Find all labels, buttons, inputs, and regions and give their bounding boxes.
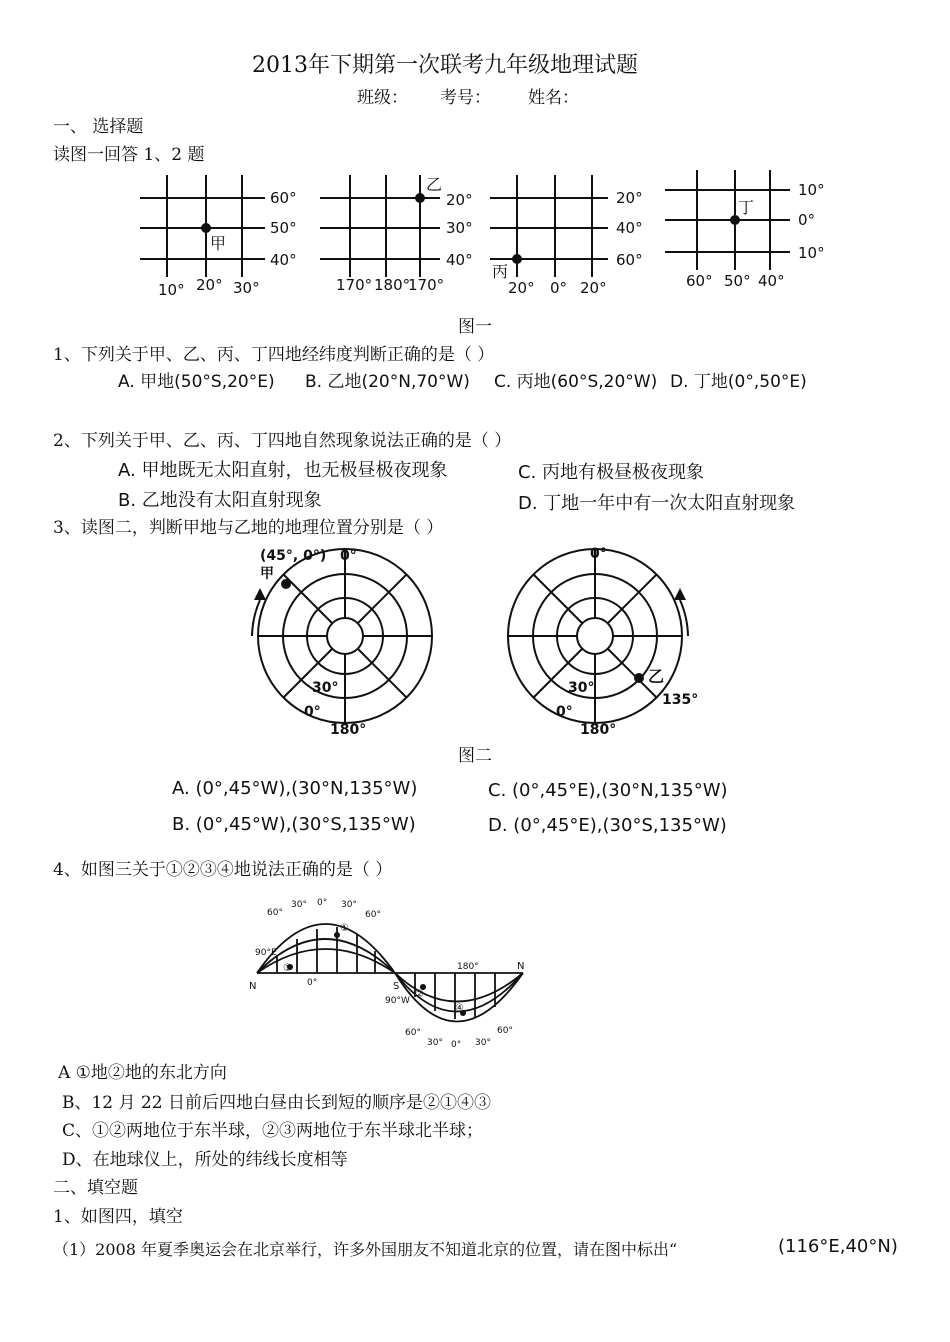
f1p3-lon-3: 20° bbox=[580, 279, 607, 297]
q2-stem: 2、下列关于甲、乙、丙、丁四地自然现象说法正确的是（ ） bbox=[53, 431, 512, 451]
f3-bottom-1: 60° bbox=[405, 1028, 421, 1038]
f3-top-3: 0° bbox=[317, 898, 328, 908]
figure1 bbox=[130, 165, 840, 300]
q1-option-b: B. 乙地(20°N,70°W) bbox=[305, 372, 470, 392]
f1p3-point: 丙 bbox=[492, 262, 509, 281]
f1p3-lat-1: 20° bbox=[616, 189, 643, 207]
f2-right-ring: 30° bbox=[568, 680, 595, 696]
f2-left-point: 甲 bbox=[260, 566, 274, 582]
f1p2-lat-1: 20° bbox=[446, 191, 473, 209]
figure2 bbox=[230, 540, 710, 740]
f1p4-lon-1: 60° bbox=[686, 272, 713, 290]
q3-option-c: C. (0°,45°E),(30°N,135°W) bbox=[488, 780, 728, 801]
q2-option-c: C. 丙地有极昼极夜现象 bbox=[518, 462, 705, 483]
f1p4-lon-2: 50° bbox=[724, 272, 751, 290]
q3-option-a: A. (0°,45°W),(30°N,135°W) bbox=[172, 778, 418, 799]
f2-right-lon: 135° bbox=[662, 692, 699, 708]
f3-n-left: N bbox=[249, 981, 257, 992]
f2-left-ring: 30° bbox=[312, 680, 339, 696]
q2-option-b: B. 乙地没有太阳直射现象 bbox=[118, 490, 322, 511]
f1p1-lon-1: 10° bbox=[158, 281, 185, 299]
f1p4-lat-1: 10° bbox=[798, 181, 825, 199]
exam-no-label: 考号： bbox=[440, 88, 491, 108]
section1-heading: 一、 选择题 bbox=[53, 117, 144, 137]
f1p1-lon-2: 20° bbox=[196, 276, 223, 294]
f2-left-inner: 0° bbox=[304, 704, 321, 720]
f3-s-mid: S bbox=[393, 981, 400, 992]
section2-q1-1: （1）2008 年夏季奥运会在北京举行，许多外国朋友不知道北京的位置，请在图中标出“ bbox=[53, 1240, 678, 1259]
f3-point-2: ② bbox=[415, 989, 424, 1000]
q3-stem: 3、读图二，判断甲地与乙地的地理位置分别是（ ） bbox=[53, 518, 444, 538]
f1p1-point: 甲 bbox=[210, 234, 227, 253]
f1p2-lat-2: 30° bbox=[446, 219, 473, 237]
f2-right-point: 乙 bbox=[648, 667, 665, 686]
section2-heading: 二、填空题 bbox=[53, 1178, 138, 1198]
q1-option-d: D. 丁地(0°,50°E) bbox=[670, 372, 807, 392]
q2-option-d: D. 丁地一年中有一次太阳直射现象 bbox=[518, 493, 796, 514]
f3-right-top-label: 180° bbox=[457, 962, 479, 972]
f1p2-point: 乙 bbox=[426, 175, 443, 194]
figure2-caption: 图二 bbox=[458, 746, 492, 766]
f3-left-label: 90°E bbox=[255, 948, 277, 958]
f3-n-right: N bbox=[517, 961, 525, 972]
f3-top-1: 60° bbox=[267, 908, 283, 918]
f2-right-inner: 0° bbox=[556, 704, 573, 720]
f1p2-lon-3: 170° bbox=[408, 276, 445, 294]
f1p1-lat-2: 50° bbox=[270, 219, 297, 237]
f3-bottom-4: 30° bbox=[475, 1038, 491, 1048]
f1p3-lat-2: 40° bbox=[616, 219, 643, 237]
f2-right-bottom: 180° bbox=[580, 722, 617, 738]
f1p2-lon-1: 170° bbox=[336, 276, 373, 294]
figure1-caption: 图一 bbox=[458, 317, 492, 337]
q2-option-a: A. 甲地既无太阳直射，也无极昼极夜现象 bbox=[118, 460, 448, 481]
f1p4-point: 丁 bbox=[738, 198, 755, 217]
class-label: 班级： bbox=[357, 88, 408, 108]
section1-intro: 读图一回答 1、2 题 bbox=[53, 145, 205, 165]
f1p2-lat-3: 40° bbox=[446, 251, 473, 269]
f1p2-lon-2: 180° bbox=[374, 276, 411, 294]
f2-left-bottom: 180° bbox=[330, 722, 367, 738]
f3-zero-label: 0° bbox=[307, 978, 318, 988]
f3-mid-label: 90°W bbox=[385, 996, 410, 1006]
q4-option-d: D、在地球仪上，所处的纬线长度相等 bbox=[62, 1150, 348, 1170]
q4-option-b: B、12 月 22 日前后四地白昼由长到短的顺序是②①④③ bbox=[62, 1093, 491, 1113]
f2-left-coord: (45°, 0°) bbox=[260, 548, 327, 564]
f1p3-lat-3: 60° bbox=[616, 251, 643, 269]
f3-bottom-3: 0° bbox=[451, 1040, 462, 1050]
f3-top-5: 60° bbox=[365, 910, 381, 920]
name-label: 姓名： bbox=[528, 88, 579, 108]
f3-bottom-2: 30° bbox=[427, 1038, 443, 1048]
q4-stem: 4、如图三关于①②③④地说法正确的是（ ） bbox=[53, 860, 393, 880]
f1p4-lat-3: 10° bbox=[798, 244, 825, 262]
figure3 bbox=[245, 895, 535, 1060]
f3-point-4: ④ bbox=[455, 1003, 464, 1014]
section2-q1: 1、如图四，填空 bbox=[53, 1207, 183, 1227]
f1p1-lat-1: 60° bbox=[270, 189, 297, 207]
f2-right-top: 0° bbox=[590, 546, 607, 562]
q3-option-d: D. (0°,45°E),(30°S,135°W) bbox=[488, 815, 727, 836]
q3-option-b: B. (0°,45°W),(30°S,135°W) bbox=[172, 814, 416, 835]
f3-top-2: 30° bbox=[291, 900, 307, 910]
q1-option-c: C. 丙地(60°S,20°W) bbox=[494, 372, 658, 392]
f1p3-lon-1: 20° bbox=[508, 279, 535, 297]
page-title: 2013年下期第一次联考九年级地理试题 bbox=[252, 53, 638, 78]
f1p1-lon-3: 30° bbox=[233, 279, 260, 297]
f3-point-1: ① bbox=[340, 923, 349, 934]
f3-point-3: ③ bbox=[283, 963, 292, 974]
f1p4-lon-3: 40° bbox=[758, 272, 785, 290]
q1-option-a: A. 甲地(50°S,20°E) bbox=[118, 372, 275, 392]
f2-left-top: 0° bbox=[340, 548, 357, 564]
q1-stem: 1、下列关于甲、乙、丙、丁四地经纬度判断正确的是（ ） bbox=[53, 345, 495, 365]
section2-q1-1-coord: (116°E,40°N) bbox=[778, 1236, 898, 1257]
f1p4-lat-2: 0° bbox=[798, 211, 816, 229]
q4-option-c: C、①②两地位于东半球，②③两地位于东半球北半球； bbox=[62, 1121, 484, 1141]
f1p1-lat-3: 40° bbox=[270, 251, 297, 269]
q4-option-a: A ①地②地的东北方向 bbox=[58, 1063, 227, 1083]
f3-top-4: 30° bbox=[341, 900, 357, 910]
f3-bottom-5: 60° bbox=[497, 1026, 513, 1036]
f1p3-lon-2: 0° bbox=[550, 279, 568, 297]
